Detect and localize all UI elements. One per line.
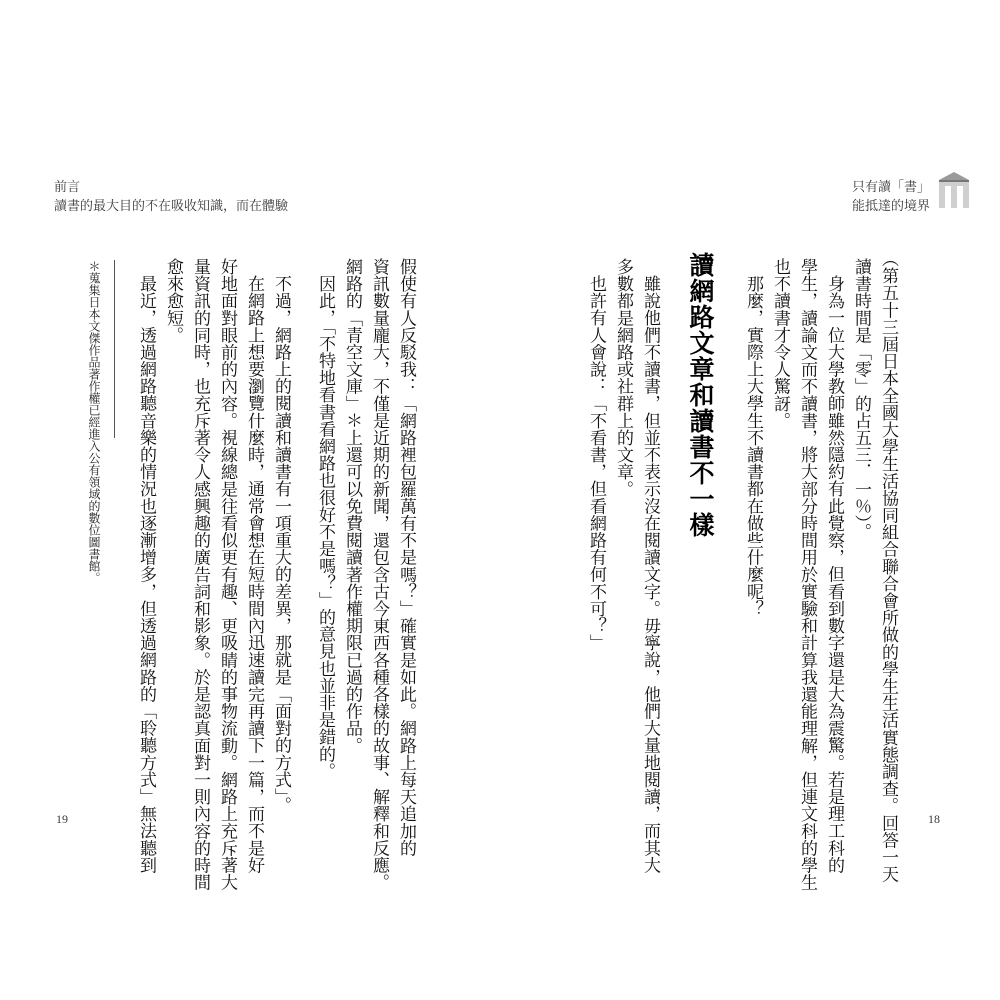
- body-column: 因此，「不特地看書看網路也很好不是嗎？」的意見也並非是錯的。: [315, 275, 335, 780]
- running-head-right-line-2: 能抵達的境界: [851, 199, 930, 214]
- footnote-rule: [114, 260, 115, 438]
- body-column: （第五十三屆日本全國大學生活協同組合聯合會所做的學生生活實態調查。回答一天: [878, 250, 898, 883]
- body-column: 也許有人會說：「不看書，但看網路有何不可？」: [586, 275, 606, 652]
- running-head-right-line-1: 只有讀「書」: [851, 180, 930, 195]
- book-tab-icon: [937, 170, 971, 210]
- body-column: 假使有人反駁我：「網路裡包羅萬有不是嗎？」確實是如此。網路上每天追加的: [396, 258, 416, 857]
- running-head-left: [54, 178, 288, 216]
- running-head-left-line-1: 前言: [54, 180, 81, 195]
- body-column: 網路的「青空文庫」＊上還可以免費閱讀著作權期限已過的作品。: [342, 258, 362, 754]
- section-heading: 讀網路文章和讀書不一樣: [686, 252, 715, 538]
- page-number-right: 18: [928, 812, 940, 826]
- body-column: 多數都是網路或社群上的文章。: [613, 258, 633, 498]
- page-number-left: 19: [56, 812, 68, 826]
- footnote: ＊蒐集日本文傑作品著作權已經進入公有領域的數位圖書館。: [87, 260, 101, 584]
- right-page: [500, 0, 1000, 1000]
- body-column: 最近，透過網路聽音樂的情況也逐漸增多，但透過網路的「聆聽方式」無法聽到: [136, 275, 156, 874]
- body-column: 學生，讀論文而不讀書，將大部分時間用於實驗和計算我還能理解，但連文科的學生: [797, 258, 817, 891]
- running-head-left-line-2: 讀書的最大目的不在吸收知識，而在體驗: [54, 199, 289, 214]
- body-column: 雖說他們不讀書，但並不表示沒在閱讀文字。毋寧說，他們大量地閱讀，而其大: [640, 275, 660, 874]
- body-column: 好地面對眼前的內容。視線總是往看似更有趣、更吸睛的事物流動。網路上充斥著大: [217, 258, 237, 891]
- body-column: 資訊數量龐大，不僅是近期的新聞，還包含古今東西各種各樣的故事、解釋和反應。: [369, 258, 389, 891]
- body-column: 不過，網路上的閱讀和讀書有一項重大的差異，那就是「面對的方式」。: [271, 275, 291, 814]
- body-column: 身為一位大學教師雖然隱約有此覺察，但看到數字還是大為震驚。若是理工科的: [824, 275, 844, 874]
- body-column: 量資訊的同時，也充斥著令人感興趣的廣告詞和影象。於是認真面對一則內容的時間: [190, 258, 210, 891]
- body-column: 讀書時間是「零」的占五三．一％）。: [851, 258, 871, 541]
- body-column: 那麼，實際上大學生不讀書都在做些什麼呢？: [743, 275, 763, 617]
- running-head-right: [852, 178, 930, 216]
- body-column: 在網路上想要瀏覽什麼時，通常會想在短時間內迅速讀完再讀下一篇，而不是好: [244, 275, 264, 874]
- body-column: 愈來愈短。: [163, 258, 183, 344]
- body-column: 也不讀書才令人驚訝。: [770, 258, 790, 429]
